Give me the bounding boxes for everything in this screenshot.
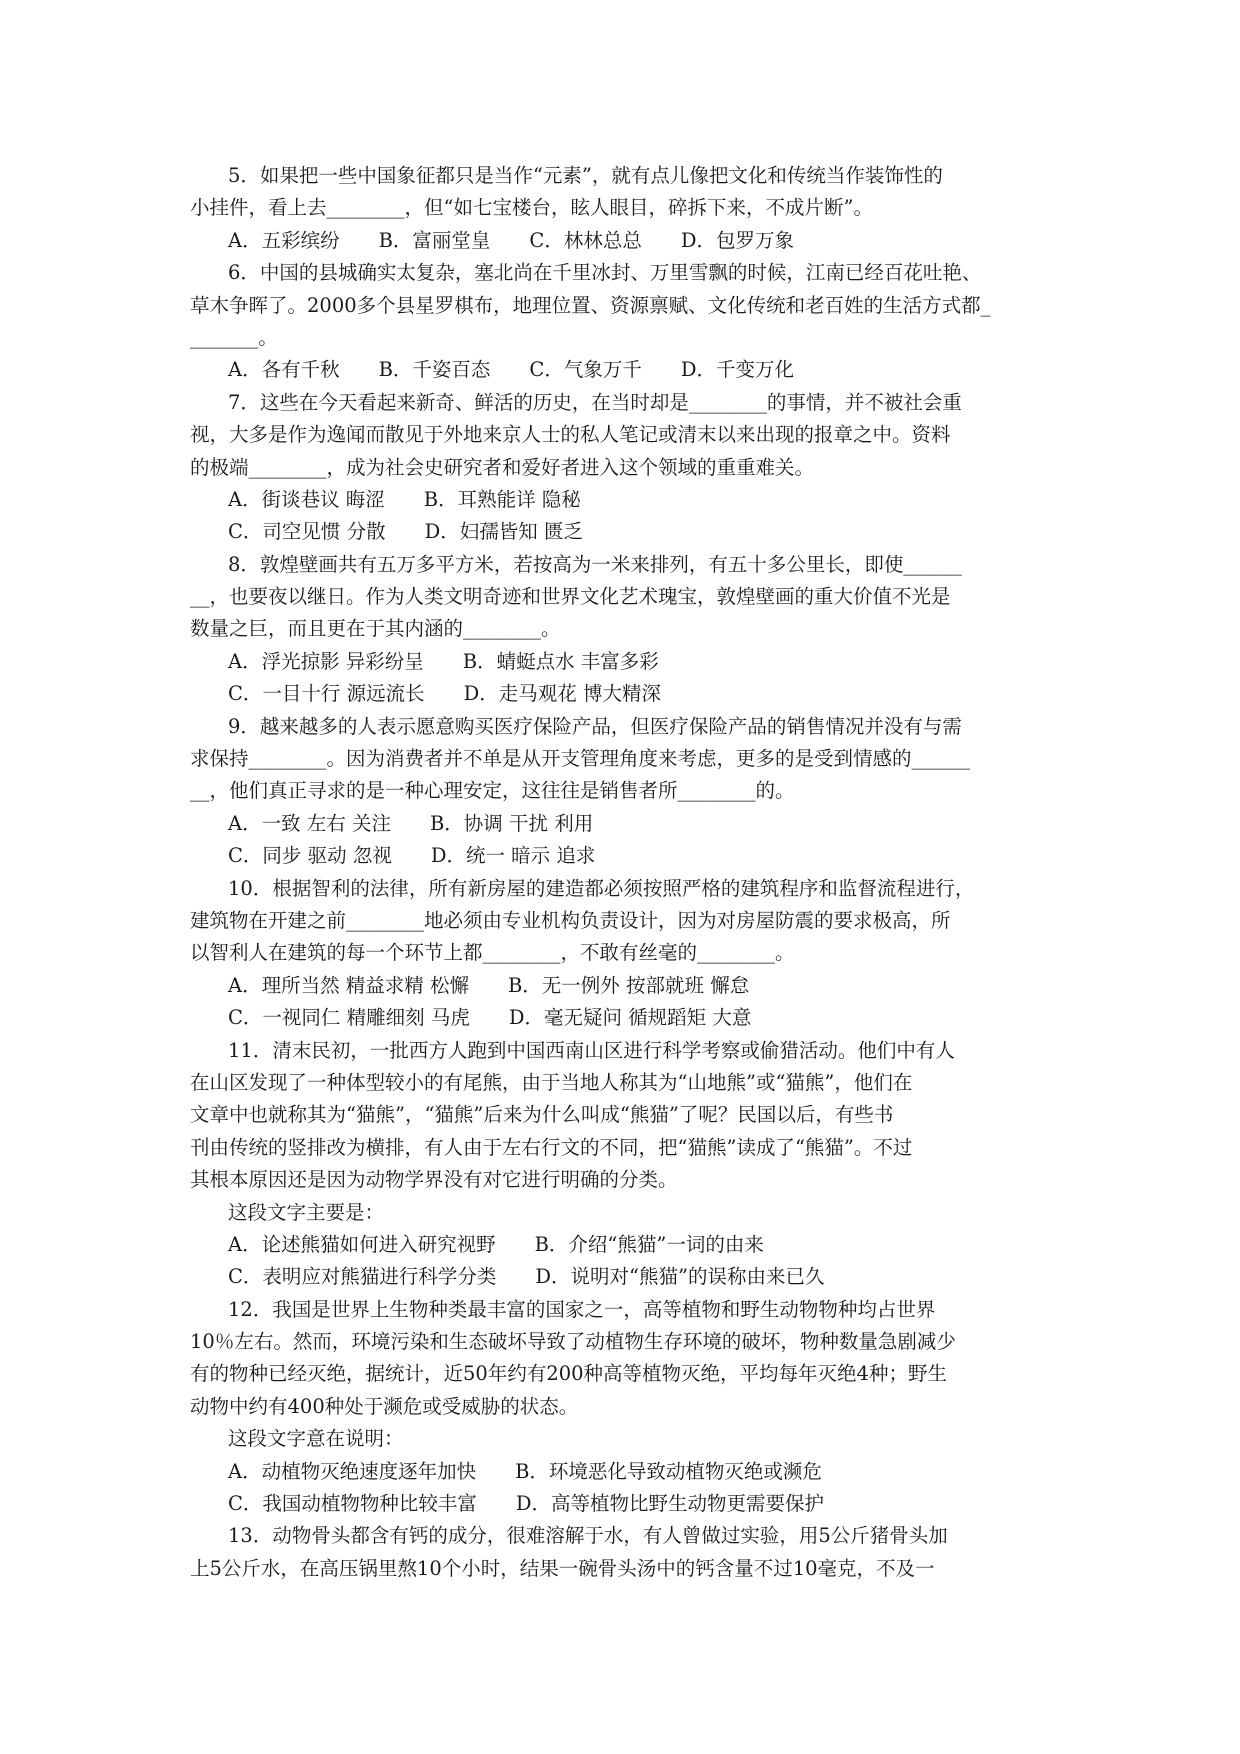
answer-options-line: A．动植物灭绝速度逐年加快 B．环境恶化导致动植物灭绝或濒危 <box>228 1459 822 1483</box>
text-line: 文章中也就称其为“猫熊”，“猫熊”后来为什么叫成“熊猫”了呢？民国以后，有些书 <box>190 1103 894 1127</box>
text-line: 12．我国是世界上生物种类最丰富的国家之一，高等植物和野生动物物种均占世界 <box>228 1297 936 1321</box>
answer-options-line: A．五彩缤纷 B．富丽堂皇 C．林林总总 D．包罗万象 <box>228 228 794 252</box>
answer-options-line: A．理所当然 精益求精 松懈 B．无一例外 按部就班 懈怠 <box>228 973 750 997</box>
text-line: 10％左右。然而，环境污染和生态破坏导致了动植物生存环境的破坏，物种数量急剧减少 <box>190 1330 956 1354</box>
answer-options-line: C．我国动植物物种比较丰富 D．高等植物比野生动物更需要保护 <box>228 1492 825 1516</box>
text-line: 数量之巨，而且更在于其内涵的________。 <box>190 617 561 641</box>
text-line: _______。 <box>190 325 278 349</box>
text-line: 7．这些在今天看起来新奇、鲜活的历史，在当时却是________的事情，并不被社会重 <box>228 390 962 414</box>
text-line: 建筑物在开建之前________地必须由专业机构负责设计，因为对房屋防震的要求极高，所 <box>190 908 951 932</box>
text-line: 小挂件，看上去________，但“如七宝楼台，眩人眼目，碎拆下来，不成片断”。 <box>190 196 873 220</box>
document-body <box>190 160 1050 1585</box>
text-line: 这段文字主要是： <box>228 1200 385 1224</box>
text-line: 9．越来越多的人表示愿意购买医疗保险产品，但医疗保险产品的销售情况并没有与需 <box>228 714 962 738</box>
text-line: 以智利人在建筑的每一个环节上都________，不敢有丝毫的________。 <box>190 941 795 965</box>
text-line: 10．根据智利的法律，所有新房屋的建造都必须按照严格的建筑程序和监督流程进行， <box>228 876 975 900</box>
text-line: 其根本原因还是因为动物学界没有对它进行明确的分类。 <box>190 1168 678 1192</box>
answer-options-line: A．街谈巷议 晦涩 B．耳熟能详 隐秘 <box>228 487 581 511</box>
answer-options-line: A．各有千秋 B．千姿百态 C．气象万千 D．千变万化 <box>228 358 794 382</box>
text-line: 5．如果把一些中国象征都只是当作“元素”，就有点儿像把文化和传统当作装饰性的 <box>228 164 943 187</box>
text-line: 求保持________。因为消费者并不单是从开支管理角度来考虑，更多的是受到情感的______ <box>190 747 971 771</box>
text-line: __，他们真正寻求的是一种心理安定，这往往是销售者所________的。 <box>190 779 795 803</box>
answer-options-line: C．一目十行 源远流长 D．走马观花 博大精深 <box>228 682 661 706</box>
text-line: 有的物种已经灭绝，据统计，近50年约有200种高等植物灭绝，平均每年灭绝4种；野生 <box>190 1362 947 1386</box>
text-line: 11．清末民初，一批西方人跑到中国西南山区进行科学考察或偷猎活动。他们中有人 <box>228 1038 955 1062</box>
text-line: 草木争晖了。2000多个县星罗棋布，地理位置、资源禀赋、文化传统和老百姓的生活方式都_ <box>190 293 991 317</box>
answer-options-line: C．一视同仁 精雕细刻 马虎 D．毫无疑问 循规蹈矩 大意 <box>228 1006 752 1030</box>
text-line: 的极端________，成为社会史研究者和爱好者进入这个领域的重重难关。 <box>190 455 815 479</box>
text-line: 视，大多是作为逸闻而散见于外地来京人士的私人笔记或清末以来出现的报章之中。资料 <box>190 423 951 447</box>
answer-options-line: A．一致 左右 关注 B．协调 干扰 利用 <box>228 811 594 835</box>
text-line: 6．中国的县城确实太复杂，塞北尚在千里冰封、万里雪飘的时候，江南已经百花吐艳、 <box>228 261 982 285</box>
text-line: 这段文字意在说明： <box>228 1427 404 1451</box>
text-line: 13．动物骨头都含有钙的成分，很难溶解于水，有人曾做过实验，用5公斤猪骨头加 <box>228 1524 948 1548</box>
text-line: __，也要夜以继日。作为人类文明奇迹和世界文化艺术瑰宝，敦煌壁画的重大价值不光是 <box>190 585 951 609</box>
answer-options-line: C．同步 驱动 忽视 D．统一 暗示 追求 <box>228 844 596 868</box>
text-line: 8．敦煌壁画共有五万多平方米，若按高为一米来排列，有五十多公里长，即使______ <box>228 552 962 576</box>
answer-options-line: C．司空见惯 分散 D．妇孺皆知 匮乏 <box>228 520 583 544</box>
answer-options-line: A．论述熊猫如何进入研究视野 B．介绍“熊猫”一词的由来 <box>228 1232 764 1256</box>
text-line: 上5公斤水，在高压锅里熬10个小时，结果一碗骨头汤中的钙含量不过10毫克，不及一 <box>190 1556 935 1580</box>
text-line: 刊由传统的竖排改为横排，有人由于左右行文的不同，把“猫熊”读成了“熊猫”。不过 <box>190 1135 913 1159</box>
answer-options-line: A．浮光掠影 异彩纷呈 B．蜻蜓点水 丰富多彩 <box>228 649 659 673</box>
answer-options-line: C．表明应对熊猫进行科学分类 D．说明对“熊猫”的误称由来已久 <box>228 1265 825 1289</box>
text-line: 在山区发现了一种体型较小的有尾熊，由于当地人称其为“山地熊”或“猫熊”，他们在 <box>190 1070 913 1094</box>
text-line: 动物中约有400种处于濒危或受威胁的状态。 <box>190 1394 579 1418</box>
